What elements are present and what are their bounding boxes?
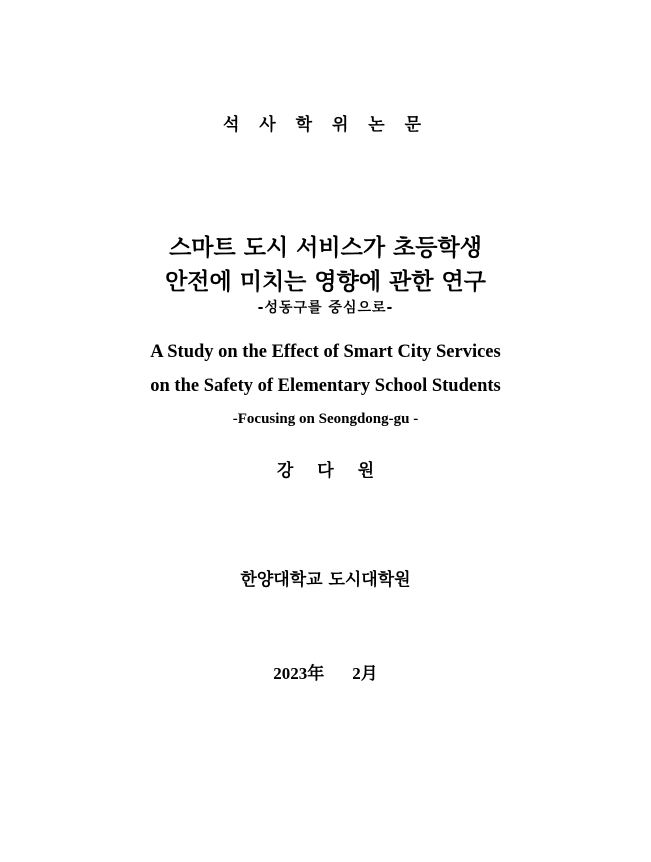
korean-title-line-1: 스마트 도시 서비스가 초등학생 (169, 235, 482, 261)
english-subtitle: -Focusing on Seongdong-gu - (232, 411, 419, 427)
university-name: 한양대학교 도시대학원 (240, 570, 411, 590)
author-name: 강다원 (276, 461, 399, 481)
date-year: 2023年 (273, 664, 325, 683)
english-title-line-1: A Study on the Effect of Smart City Services (150, 342, 501, 362)
date-month: 2月 (352, 664, 378, 683)
english-title-line-2: on the Safety of Elementary School Students (150, 376, 501, 396)
korean-title-line-2: 안전에 미치는 영향에 관한 연구 (165, 269, 486, 295)
korean-subtitle: -성동구를 중심으로- (257, 300, 394, 316)
degree-type: 석 사 학 위 논 문 (222, 115, 429, 135)
submission-date (0, 659, 651, 684)
